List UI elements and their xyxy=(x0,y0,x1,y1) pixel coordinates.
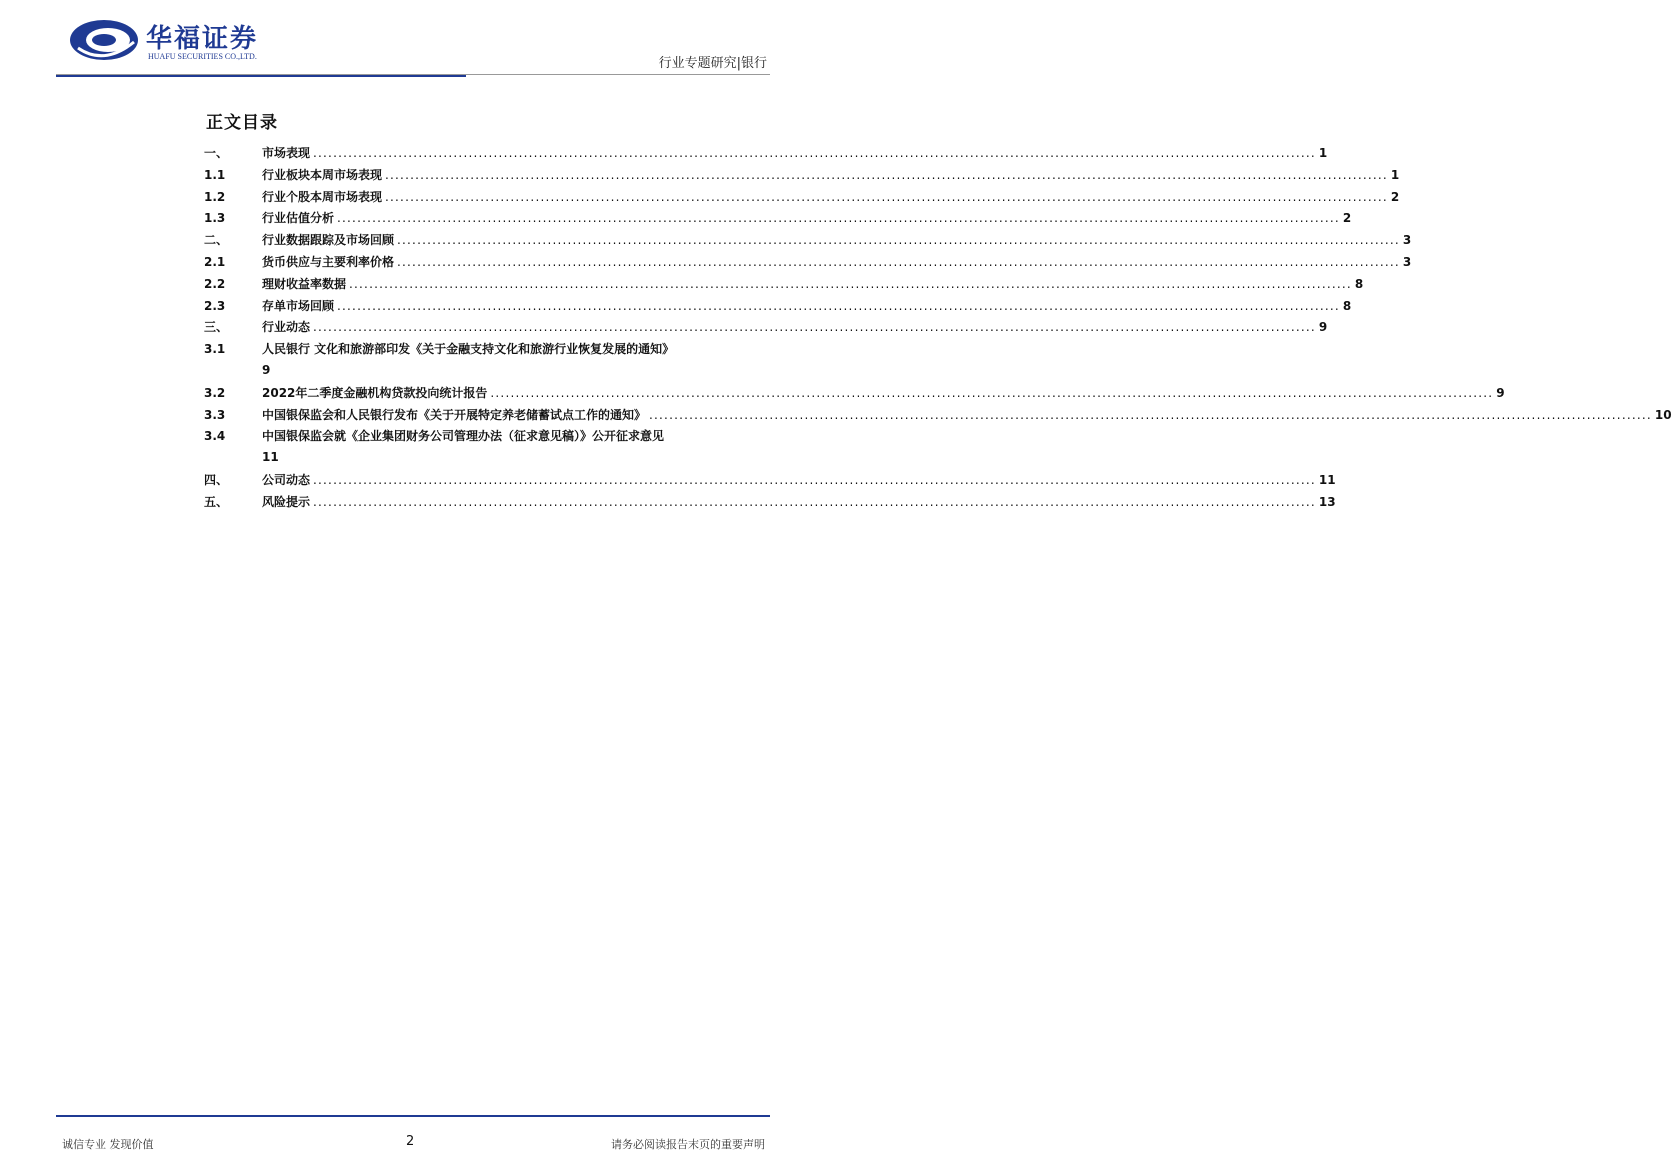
toc-entry-page: 8 xyxy=(1354,276,1364,291)
toc-entry[interactable] xyxy=(204,230,1412,252)
logo-english-name: HUAFU SECURITIES CO.,LTD. xyxy=(148,52,257,61)
toc-entry-number: 五、 xyxy=(204,494,229,509)
toc-entry-number: 3.4 xyxy=(204,429,226,444)
toc-leader-dots: ........................................................................................................................................................................................................ xyxy=(397,254,1400,269)
toc-entry-title: 2022年二季度金融机构贷款投向统计报告 xyxy=(262,385,488,400)
toc-entry-title: 行业个股本周市场表现 xyxy=(262,189,383,204)
toc-entry-title: 行业动态 xyxy=(262,320,311,335)
toc-entry[interactable] xyxy=(204,470,1336,492)
toc-leader-dots: ........................................................................................................................................................................................................ xyxy=(313,472,1316,487)
toc-entry-title: 货币供应与主要利率价格 xyxy=(262,254,395,269)
toc-entry-title: 存单市场回顾 xyxy=(262,298,335,313)
page-number: 2 xyxy=(406,1134,415,1149)
toc-entry-number: 3.2 xyxy=(204,385,226,400)
toc-entry-title: 人民银行 文化和旅游部印发《关于金融支持文化和旅游行业恢复发展的通知》 xyxy=(262,342,675,357)
toc-entry-title: 理财收益率数据 xyxy=(262,276,347,291)
toc-entry-page: 11 xyxy=(1318,472,1336,487)
toc-leader-dots: ........................................................................................................................................................................................................ xyxy=(385,189,1388,204)
toc-entry-number: 1.2 xyxy=(204,189,226,204)
toc-entry-title: 行业估值分析 xyxy=(262,211,335,226)
toc-entry-number: 2.1 xyxy=(204,254,226,269)
toc-entry[interactable] xyxy=(204,492,1336,514)
toc-entry-number: 3.3 xyxy=(204,407,226,422)
footer-disclaimer: 请务必阅读报告末页的重要声明 xyxy=(611,1138,765,1151)
header-accent-bar xyxy=(56,75,466,77)
toc-entry-title: 行业板块本周市场表现 xyxy=(262,167,383,182)
toc-entry[interactable] xyxy=(204,317,1328,339)
toc-entry-number: 三、 xyxy=(204,320,229,335)
toc-entry-title: 中国银保监会就《企业集团财务公司管理办法（征求意见稿）》公开征求意见 xyxy=(262,429,665,444)
toc-entry[interactable] xyxy=(204,383,1505,405)
toc-entry-number: 1.1 xyxy=(204,167,226,182)
toc-leader-dots: ........................................................................................................................................................................................................ xyxy=(490,385,1494,400)
toc-entry[interactable] xyxy=(204,426,768,470)
toc-entry-page: 8 xyxy=(1342,298,1352,313)
toc-leader-dots: ........................................................................................................................................................................................................ xyxy=(385,167,1388,182)
toc-leader-dots: ........................................................................................................................................................................................................ xyxy=(649,407,1652,422)
toc-entry-number: 2.2 xyxy=(204,276,226,291)
toc-entry-number: 二、 xyxy=(204,233,229,248)
toc-entry[interactable] xyxy=(204,274,1364,296)
toc-entry[interactable] xyxy=(204,187,1400,209)
toc-leader-dots: ........................................................................................................................................................................................................ xyxy=(313,146,1316,160)
toc-leader-dots: ........................................................................................................................................................................................................ xyxy=(397,233,1400,248)
toc-entry[interactable] xyxy=(204,208,1352,230)
toc-leader-dots: ........................................................................................................................................................................................................ xyxy=(349,276,1352,291)
table-of-contents xyxy=(204,143,1672,514)
toc-entry-title: 市场表现 xyxy=(262,146,311,160)
toc-entry-page: 9 xyxy=(1318,320,1328,335)
toc-entry-title: 公司动态 xyxy=(262,472,311,487)
toc-entry[interactable] xyxy=(204,165,1400,187)
toc-entry-page: 1 xyxy=(1318,146,1328,160)
toc-entry-page: 2 xyxy=(1342,211,1352,226)
toc-entry[interactable] xyxy=(204,252,1412,274)
toc-entry-page: 2 xyxy=(1390,189,1400,204)
toc-entry-title: 风险提示 xyxy=(262,494,311,509)
toc-entry-page: 11 xyxy=(262,450,279,465)
footer-divider xyxy=(56,1115,770,1117)
toc-entry[interactable] xyxy=(204,339,768,383)
toc-leader-dots: ........................................................................................................................................................................................................ xyxy=(337,211,1340,226)
toc-entry[interactable] xyxy=(204,405,1672,427)
toc-entry-number: 一、 xyxy=(204,146,229,160)
toc-entry-page: 9 xyxy=(262,362,271,377)
toc-leader-dots: ........................................................................................................................................................................................................ xyxy=(313,494,1316,509)
report-type-label: 行业专题研究|银行 xyxy=(658,56,767,71)
company-logo xyxy=(68,14,278,70)
toc-entry-page: 3 xyxy=(1402,233,1412,248)
toc-title: 正文目录 xyxy=(206,113,278,133)
toc-entry-number: 2.3 xyxy=(204,298,226,313)
toc-entry-page: 10 xyxy=(1654,407,1672,422)
footer-slogan: 诚信专业 发现价值 xyxy=(62,1138,154,1151)
toc-leader-dots: ........................................................................................................................................................................................................ xyxy=(313,320,1316,335)
huafu-logo-icon xyxy=(68,18,140,62)
toc-entry[interactable] xyxy=(204,143,1328,165)
toc-entry-number: 3.1 xyxy=(204,342,226,357)
toc-entry-number: 1.3 xyxy=(204,211,226,226)
toc-entry-page: 9 xyxy=(1496,385,1505,400)
toc-entry-page: 1 xyxy=(1390,167,1400,182)
toc-leader-dots: ........................................................................................................................................................................................................ xyxy=(337,298,1340,313)
logo-chinese-name: 华福证券 xyxy=(146,24,259,54)
toc-entry-page: 3 xyxy=(1402,254,1412,269)
toc-entry-title: 中国银保监会和人民银行发布《关于开展特定养老储蓄试点工作的通知》 xyxy=(262,407,647,422)
toc-entry-title: 行业数据跟踪及市场回顾 xyxy=(262,233,395,248)
toc-entry-page: 13 xyxy=(1318,494,1336,509)
toc-entry[interactable] xyxy=(204,296,1352,318)
toc-entry-number: 四、 xyxy=(204,472,229,487)
